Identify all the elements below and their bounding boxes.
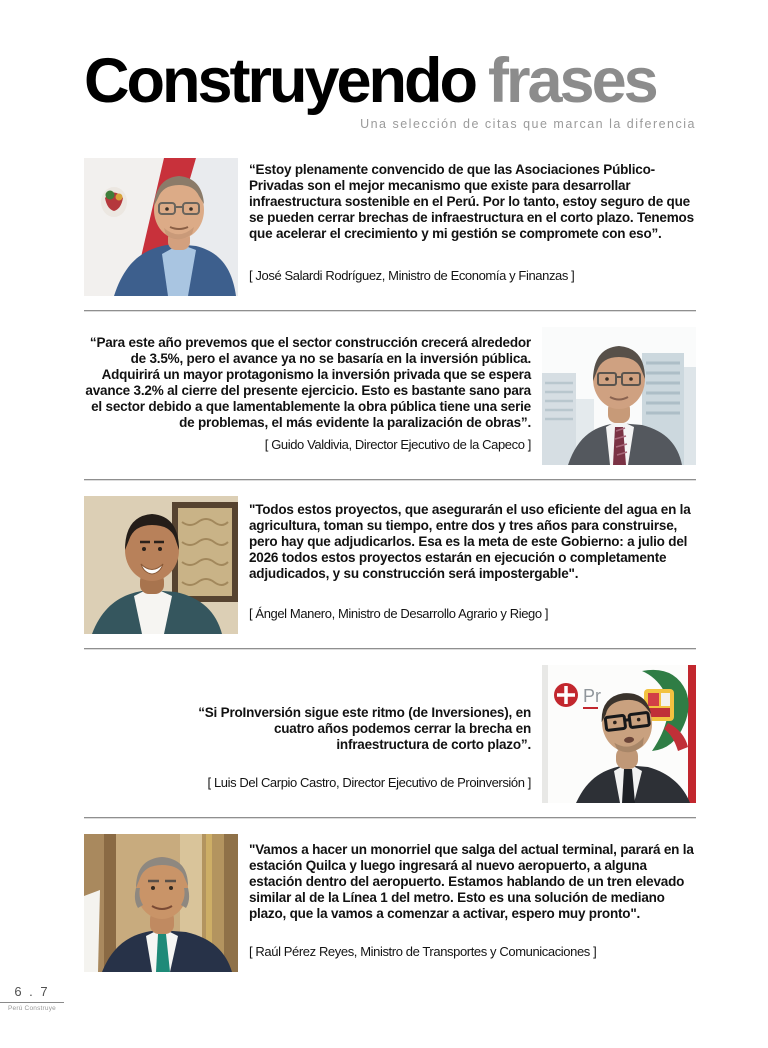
- white-flag: [84, 890, 100, 972]
- quote-text: “Estoy plenamente convencido de que las Asociaciones Público-Privadas son el mejor mecanismo que existe para desarrollar infraestructura sostenible en el Perú. Por lo tanto, estoy seguro de que se pueden cerrar brechas de infraestructura en el corto plazo. Tenemos que acelerar el crecimiento y mi gestión se compromete con eso”.: [249, 162, 694, 241]
- page-number: 6 . 7: [0, 984, 64, 1003]
- quote-block-valdivia: [84, 312, 696, 479]
- svg-text:Pr: Pr: [583, 686, 601, 706]
- quote-attribution: [ Raúl Pérez Reyes, Ministro de Transportes y Comunicaciones ]: [249, 944, 597, 959]
- page-subtitle: Una selección de citas que marcan la diferencia: [360, 117, 696, 131]
- quote-text: “Para este año prevemos que el sector construcción crecerá alrededor de 3.5%, pero el avance ya no se basaría en la inversión pública. Adquirirá un mayor protagonismo la inversión privada que se espera avance 3.2% al cierre del presente ejercicio. Esto es bastante sano para el sector debido a que lamentablemente la obra pública tiene una serie de problemas, el más evidente la paralización de obras”.: [85, 335, 531, 430]
- jose-salardi-photo: [84, 158, 238, 296]
- angel-manero-portrait-image: [84, 496, 238, 634]
- page-header: [84, 0, 696, 131]
- quote-attribution: [ Luis Del Carpio Castro, Director Ejecutivo de Proinversión ]: [207, 775, 531, 790]
- angel-manero-photo: [84, 496, 238, 634]
- quote-block-perez-reyes: [84, 819, 696, 986]
- page-title: [84, 46, 696, 116]
- quote-block-salardi: [84, 143, 696, 310]
- quote-attribution: [ Ángel Manero, Ministro de Desarrollo Agrario y Riego ]: [249, 606, 549, 621]
- guido-valdivia-photo: [542, 327, 696, 465]
- title-secondary: frases: [488, 46, 656, 116]
- raul-perez-reyes-photo: [84, 834, 238, 972]
- peru-flag-emblem: [101, 187, 127, 217]
- quote-attribution: [ Guido Valdivia, Director Ejecutivo de la Capeco ]: [264, 437, 531, 452]
- quote-block-manero: [84, 481, 696, 648]
- page-footer: [0, 984, 64, 1012]
- luis-del-carpio-photo: [542, 665, 696, 803]
- quote-text: "Vamos a hacer un monorriel que salga del actual terminal, parará en la estación Quilca y luego ingresará al nuevo aeropuerto, a alguna estación dentro del aeropuerto. Estamos hablando de un tren elevado similar al de la Línea 1 del metro. Esto es una solución de mediano plazo, que la vamos a comenzar a activar, espero muy pronto".: [249, 842, 694, 921]
- quote-text: "Todos estos proyectos, que asegurarán el uso eficiente del agua en la agricultura, toman su tiempo, entre dos y tres años para construirse, pero hay que adjudicarlos. Esa es la meta de este Gobierno: a julio del 2026 todos estos proyectos estarán en ejecución o completamente adjudicados, y su construcción será impostergable".: [249, 502, 691, 581]
- guido-valdivia-portrait-image: [542, 327, 696, 465]
- quote-block-del-carpio: [84, 650, 696, 817]
- luis-del-carpio-portrait-image: [542, 665, 696, 803]
- jose-salardi-portrait-image: [84, 158, 238, 296]
- quote-attribution: [ José Salardi Rodríguez, Ministro de Economía y Finanzas ]: [249, 268, 575, 283]
- brand-name: Perú Construye: [8, 1005, 56, 1012]
- title-primary: Construyendo: [84, 46, 476, 116]
- raul-perez-reyes-portrait-image: [84, 834, 238, 972]
- quote-text: “Si ProInversión sigue este ritmo (de Inversiones), en cuatro años podemos cerrar la brecha en infraestructura de corto plazo”.: [198, 705, 531, 752]
